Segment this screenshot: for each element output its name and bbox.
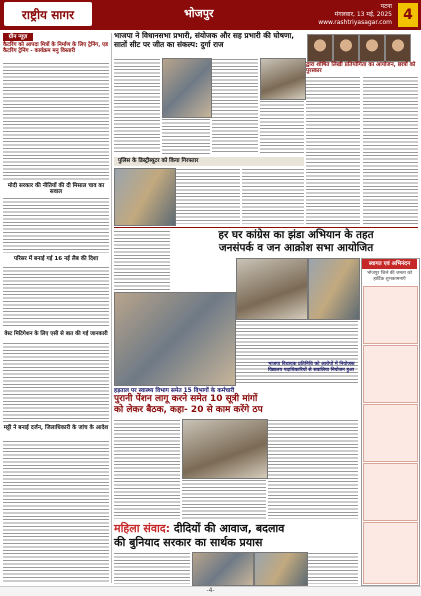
top-story-photo-2 xyxy=(260,58,306,100)
edition-city: पटना xyxy=(380,3,392,10)
congress-text xyxy=(236,320,358,384)
portrait-3 xyxy=(359,34,385,62)
ad-box-sub: भोजपुर जिले की जनता को हार्दिक शुभकामनाएँ xyxy=(366,271,413,282)
left-headline-5: मट्टी ने बनाई दर्जन, जिलाधिकारी के जांच के आदेश xyxy=(3,425,109,431)
mahila-photo-1 xyxy=(192,552,254,586)
top-story-text-col3 xyxy=(212,58,258,154)
congress-photo-2 xyxy=(236,258,308,320)
top-story-text-col4 xyxy=(260,100,304,154)
pension-text-1 xyxy=(114,419,180,519)
mahila-headline-rest: दीदियों की आवाज, बदलाव xyxy=(170,522,285,535)
left-headline-3: परिसर में बनाई गई 16 नई लैब की दिशा xyxy=(13,256,99,262)
ad-tile-5 xyxy=(363,522,418,584)
mahila-text-1 xyxy=(114,552,190,584)
left-article-2-text xyxy=(3,197,109,253)
pension-headline-line1: पुरानी पेंशन लागू करने समेत 10 सूत्री मांगों xyxy=(114,394,258,404)
portrait-2 xyxy=(333,34,359,62)
section-rule xyxy=(114,227,418,228)
ad-tile-3 xyxy=(363,404,418,462)
mahila-headline-line2: की बुनियाद सरकार का सार्थक प्रयास xyxy=(114,536,263,549)
pension-headline xyxy=(114,394,358,416)
section-name: भोजपुर xyxy=(184,7,214,20)
mid-right-headline: भाजपा विधायक प्रतिनिधि को आरोपों में नियोजक विद्यालय पदाधिकारियों से सवालिया नियोजन हुआ xyxy=(268,362,355,373)
pension-text-3 xyxy=(268,419,358,519)
top-story-headline: भाजपा ने विधानसभा प्रभारी, संयोजक और सह प्रभारी की घोषणा, सातों सीट पर जीत का संकल्प: दुर्गा राज xyxy=(114,31,295,49)
congress-headline-line1: हर घर कांग्रेस का झंडा अभियान के तहत xyxy=(218,229,374,241)
newspaper-logo xyxy=(4,2,92,26)
ad-tile-1 xyxy=(363,286,418,344)
mahila-headline-red: महिला संवाद: xyxy=(114,522,171,535)
top-story-photo xyxy=(162,58,212,118)
left-article-5-text xyxy=(3,440,109,583)
congress-photo-3 xyxy=(308,258,360,320)
right-top-text-2 xyxy=(363,76,418,224)
left-headline-1: कैटरिंग को आपदा मित्रों के निर्माण के लिए ट्रेनिंग, एड कैटरिंग ट्रेनिंग - कार्यक्रम मनु विस्तारी xyxy=(3,42,109,55)
top-story-caption: पुलिस के डिस्ट्रीब्यूटर को किया गिरफ्तार xyxy=(114,157,304,166)
left-article-1-text xyxy=(3,62,109,180)
left-headline-4: वेस्ट मिटिगेशन के लिए एसी से बात की गई जानकारी xyxy=(4,331,108,337)
ad-tile-2 xyxy=(363,345,418,403)
congress-side-text xyxy=(114,230,170,290)
mahila-text-2 xyxy=(308,552,358,584)
left-article-3-text xyxy=(3,266,109,328)
edition-date: मंगलवार, 13 मई, 2025 xyxy=(334,11,392,18)
ad-tile-4 xyxy=(363,463,418,521)
left-article-4-text xyxy=(3,342,109,422)
page-number: 4 xyxy=(398,3,418,27)
masthead-meta xyxy=(300,3,392,27)
website: www.rashtriyasagar.com xyxy=(318,19,392,26)
police-text xyxy=(176,168,240,224)
pension-photo xyxy=(182,419,268,479)
pension-headline-line2: को लेकर बैठक, कहा- 20 से काम करेंगे ठप xyxy=(114,405,263,415)
police-text-2 xyxy=(242,168,304,224)
right-top-text-1 xyxy=(306,76,360,224)
pension-text-2 xyxy=(182,479,266,519)
congress-headline xyxy=(174,229,418,255)
pension-kicker: हड़ताल पर स्वास्थ्य विभाग समेत 15 विभागों के कर्मचारी xyxy=(114,388,235,394)
top-story-text-col2 xyxy=(162,118,210,154)
congress-photo-1 xyxy=(114,292,236,386)
portrait-4 xyxy=(385,34,411,62)
column-divider xyxy=(111,33,112,583)
congress-headline-line2: जनसंपर्क व जन आक्रोश सभा आयोजित xyxy=(218,242,374,254)
right-top-headline: द्वारा शोषित लिखी प्रतियोगिता का आयोजन, छात्रों को पुरस्कार xyxy=(306,62,416,75)
left-headline-2: मोदी सरकार की नीतियों की दी मिसाल चाव का सवाल xyxy=(7,183,105,196)
top-story-text-col1 xyxy=(114,58,160,154)
mahila-photo-2 xyxy=(254,552,308,586)
column-label: ग्रीन न्यूज़ xyxy=(3,33,33,41)
logo-text: राष्ट्रीय सागर xyxy=(21,7,75,22)
page-footer: -4- xyxy=(0,586,421,596)
portrait-1 xyxy=(307,34,333,62)
mahila-headline xyxy=(114,522,358,550)
ad-box-title: स्वागत एवं अभिनंदन xyxy=(362,259,417,269)
police-photo xyxy=(114,168,176,226)
